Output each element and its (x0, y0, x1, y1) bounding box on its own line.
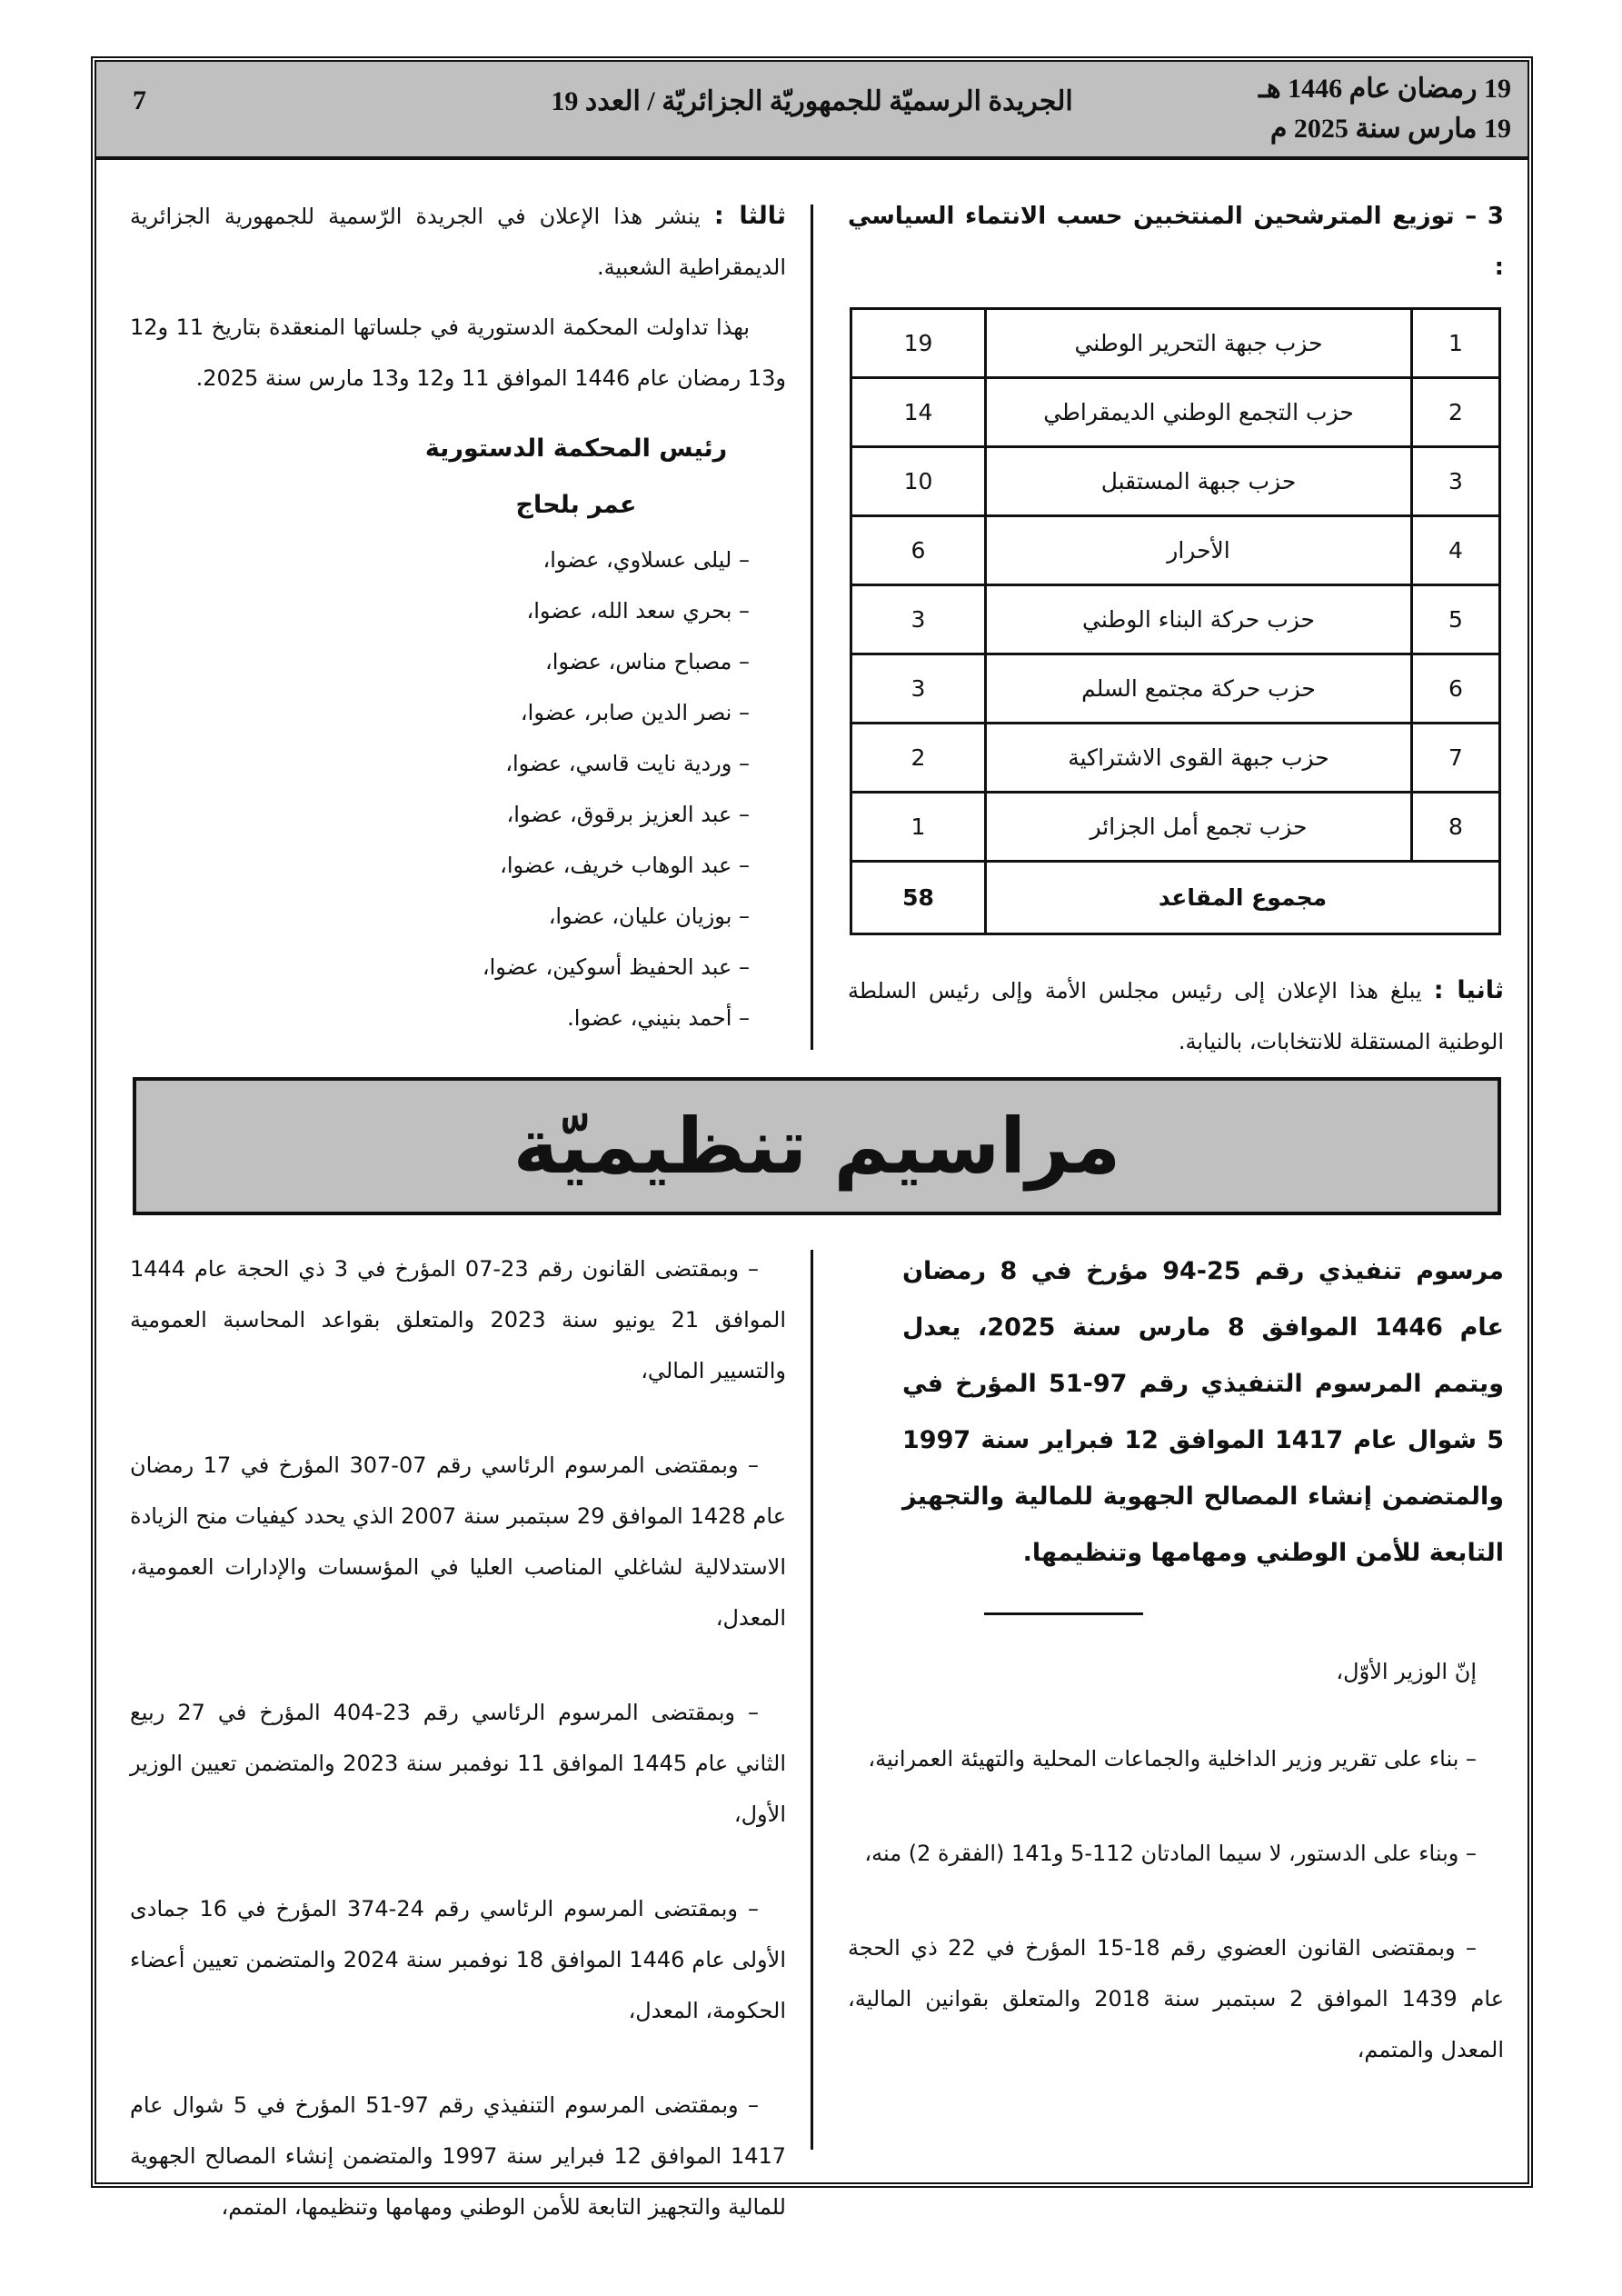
table-row (851, 309, 1500, 378)
legal-paragraph: – وبمقتضى القانون العضوي رقم 18-15 المؤرخ في 22 ذي الحجة عام 1439 الموافق 2 سبتمبر سنة 2018 والمتعلق بقوانين المالية، المعدل والمتمم، (848, 1935, 1505, 2062)
party-name: حزب التجمع الوطني الديمقراطي (986, 378, 1412, 447)
row-number: 6 (1412, 654, 1500, 724)
member-item: – ليلى عسلاوي، عضوا، (542, 547, 750, 573)
deliberation-text: بهذا تداولت المحكمة الدستورية في جلساتها المنعقدة بتاريخ 11 و12 و13 رمضان عام 1446 الموافق 11 و12 و13 مارس سنة 2025. (130, 314, 786, 391)
legal-paragraph: – وبمقتضى المرسوم الرئاسي رقم 24-374 المؤرخ في 16 جمادى الأولى عام 1446 الموافق 18 نوفمبر سنة 2024 والمتضمن تعيين أعضاء الحكومة، المعدل، (130, 1896, 786, 2023)
party-name: حزب جبهة التحرير الوطني (986, 309, 1412, 378)
decree-title: مرسوم تنفيذي رقم 25-94 مؤرخ في 8 رمضان عام 1446 الموافق 8 مارس سنة 2025، يعدل ويتمم المرسوم التنفيذي رقم 97-51 المؤرخ في 5 شوال عام 1417 الموافق 12 فبراير سنة 1997 والمتضمن إنشاء المصالح الجهوية للمالية والتجهيز التابعة للأمن الوطني ومهامها وتنظيمها. (902, 1257, 1505, 1567)
article-label: ثانيا : (1433, 976, 1504, 1004)
row-number: 8 (1412, 793, 1500, 862)
column-divider (811, 1250, 813, 2150)
member-item: – عبد العزيز برقوق، عضوا، (506, 802, 750, 827)
seats-table (850, 307, 1501, 935)
total-label: مجموع المقاعد (986, 862, 1500, 934)
right-top-column (848, 191, 1504, 293)
journal-title: الجريدة الرسميّة للجمهوريّة الجزائريّة / العدد 19 (551, 86, 1073, 116)
divider (984, 1612, 1143, 1615)
section-title: 3 – توزيع المترشحين المنتخبين حسب الانتماء السياسي : (848, 203, 1504, 281)
opening-line: إنّ الوزير الأوّل، (1336, 1659, 1477, 1684)
member-item: – مصباح مناس، عضوا، (545, 649, 750, 674)
party-name: حزب جبهة المستقبل (986, 447, 1412, 516)
row-number: 3 (1412, 447, 1500, 516)
member-item: – عبد الوهاب خريف، عضوا، (500, 853, 750, 878)
page-number: 7 (133, 85, 146, 115)
party-name: حزب حركة البناء الوطني (986, 585, 1412, 654)
legal-paragraph: – وبمقتضى القانون رقم 23-07 المؤرخ في 3 ذي الحجة عام 1444 الموافق 21 يونيو سنة 2023 والمتعلق بقواعد المحاسبة العمومية والتسيير المالي، (130, 1256, 786, 1383)
table-row (851, 585, 1500, 654)
seat-count: 10 (851, 447, 986, 516)
table-row (851, 378, 1500, 447)
article-text: ينشر هذا الإعلان في الجريدة الرّسمية للجمهورية الجزائرية الديمقراطية الشعبية. (130, 204, 786, 280)
table-row (851, 724, 1500, 793)
seat-count: 3 (851, 585, 986, 654)
member-item: – بحري سعد الله، عضوا، (526, 598, 750, 624)
member-item: – وردية نايت قاسي، عضوا، (505, 751, 750, 776)
page-header (96, 62, 1527, 160)
row-number: 1 (1412, 309, 1500, 378)
member-item: – عبد الحفيظ أسوكين، عضوا، (482, 954, 750, 980)
party-name: حزب حركة مجتمع السلم (986, 654, 1412, 724)
total-seats: 58 (851, 862, 986, 934)
party-name: حزب جبهة القوى الاشتراكية (986, 724, 1412, 793)
second-article (848, 965, 1504, 1067)
column-divider (811, 205, 813, 1050)
legal-paragraph: – وبمقتضى المرسوم الرئاسي رقم 07-307 المؤرخ في 17 رمضان عام 1428 الموافق 29 سبتمبر سنة 2007 الذي يحدد كيفيات منح الزيادة الاستدلالية لشاغلي المناصب العليا في المؤسسات والإدارات العمومية، المعدل، (130, 1452, 787, 1631)
legal-paragraph: – وبمقتضى المرسوم الرئاسي رقم 23-404 المؤرخ في 27 ربيع الثاني عام 1445 الموافق 11 نوفمبر سنة 2023 والمتضمن تعيين الوزير الأول، (130, 1700, 787, 1827)
table-row (851, 447, 1500, 516)
members-list (130, 534, 750, 1043)
seat-count: 1 (851, 793, 986, 862)
row-number: 4 (1412, 516, 1500, 585)
member-item: – بوزيان عليان، عضوا، (548, 903, 750, 929)
seat-count: 14 (851, 378, 986, 447)
president-title: رئيس المحكمة الدستورية (424, 434, 728, 463)
table-row (851, 793, 1500, 862)
article-text: يبلغ هذا الإعلان إلى رئيس مجلس الأمة وإلى رئيس السلطة الوطنية المستقلة للانتخابات، بالنيابة. (848, 978, 1504, 1054)
row-number: 5 (1412, 585, 1500, 654)
right-bottom-column (848, 1243, 1504, 2119)
table-row (851, 516, 1500, 585)
date-gregorian: 19 مارس سنة 2025 م (1269, 114, 1511, 144)
seat-count: 19 (851, 309, 986, 378)
row-number: 2 (1412, 378, 1500, 447)
legal-paragraph: – وبناء على الدستور، لا سيما المادتان 112-5 و141 (الفقرة 2) منه، (864, 1841, 1477, 1866)
article-label: ثالثا : (713, 202, 787, 230)
section-banner: مراسيم تنظيميّة (133, 1077, 1501, 1215)
seat-count: 2 (851, 724, 986, 793)
party-name: حزب تجمع أمل الجزائر (986, 793, 1412, 862)
president-name: عمر بلحاج (515, 491, 637, 519)
left-bottom-column (130, 1243, 786, 2276)
row-number: 7 (1412, 724, 1500, 793)
member-item: – أحمد بنيني، عضوا. (567, 1005, 750, 1031)
legal-paragraph: – وبمقتضى المرسوم التنفيذي رقم 97-51 المؤرخ في 5 شوال عام 1417 الموافق 12 فبراير سنة 1997 والمتضمن إنشاء المصالح الجهوية للمالية والتجهيز التابعة للأمن الوطني ومهامها وتنظيمها، المتمم، (130, 2092, 787, 2220)
total-row (851, 862, 1500, 934)
table-row (851, 654, 1500, 724)
date-hijri: 19 رمضان عام 1446 هـ (1259, 74, 1511, 104)
party-name: الأحرار (986, 516, 1412, 585)
member-item: – نصر الدين صابر، عضوا، (520, 700, 750, 725)
legal-paragraph: – بناء على تقرير وزير الداخلية والجماعات المحلية والتهيئة العمرانية، (868, 1746, 1477, 1772)
seat-count: 3 (851, 654, 986, 724)
seat-count: 6 (851, 516, 986, 585)
left-top-column (130, 191, 786, 1043)
